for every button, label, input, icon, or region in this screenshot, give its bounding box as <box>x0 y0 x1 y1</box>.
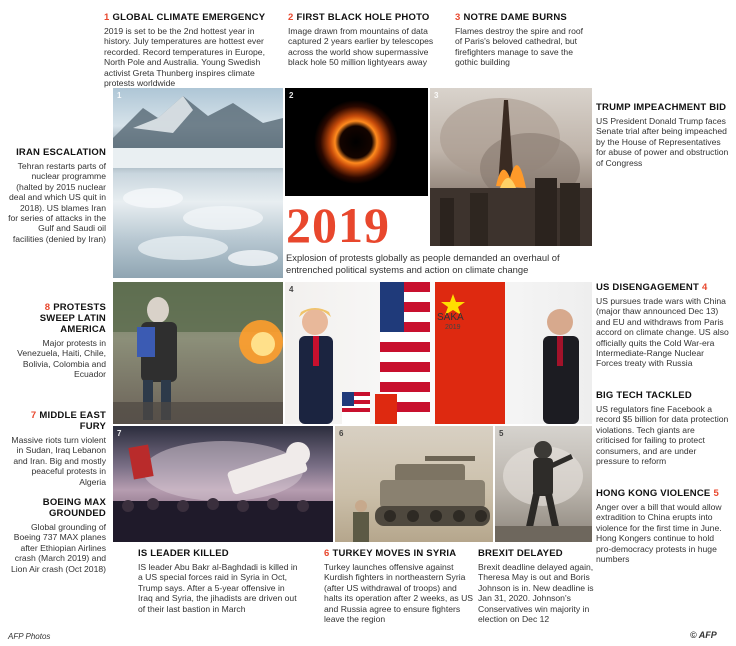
latam-body: Major protests in Venezuela, Haiti, Chile, Bolivia, Colombia and Ecuador <box>17 338 106 380</box>
iran-body: Tehran restarts parts of nuclear programme (halted by 2015 nuclear deal and which US quit in 2018). US blames Iran for series of attacks in the Gulf and Saudi oil facilities (denied by Iran) <box>8 161 106 244</box>
notre-dame-photo <box>430 88 592 246</box>
isleader-title: IS LEADER KILLED <box>138 548 229 559</box>
turkey-item: 6 TURKEY MOVES IN SYRIA Turkey launches offensive against Kurdish fighters in northeastern Syria (after US withdrawal of troops) and halts its operation after 2 weeks, as US and Russia agree to ensure fighters leave the region <box>324 548 474 625</box>
headline-year: 2019 <box>286 197 390 253</box>
black-hole-art <box>285 88 428 196</box>
photo-number: 5 <box>499 429 504 438</box>
headline-lede-box <box>286 252 592 275</box>
isleader-item <box>138 548 298 614</box>
notredame-body: Flames destroy the spire and roof of Paris's beloved cathedral, but firefighters manage to save the gothic building <box>455 26 584 68</box>
photo-credit: AFP Photos <box>8 632 51 641</box>
climate-item: 1 GLOBAL CLIMATE EMERGENCY 2019 is set to be the 2nd hottest year in history. July temperatures are hottest ever recorded. Record temperatures in Europe, North Pole and Australia. Young Swedish activist Greta Thunberg inspires climate protests worldwide <box>104 12 279 88</box>
mideast-title: MIDDLE EAST FURY <box>39 410 106 432</box>
black-hole-photo <box>285 88 428 196</box>
turkey-body: Turkey launches offensive against Kurdish fighters in northeastern Syria (after US withdrawal of troops) and halts its operation after 2 weeks, as US and Russia agree to ensure fighters leave the region <box>324 562 474 625</box>
usdisengage-title: US DISENGAGEMENT <box>596 282 699 293</box>
trump-xi-photo <box>285 282 592 424</box>
photo-number: 7 <box>117 429 122 438</box>
trump-title: TRUMP IMPEACHMENT BID <box>596 102 727 113</box>
hongkong-item: HONG KONG VIOLENCE 5 Anger over a bill that would allow extradition to China erupts into violence for the first time in June. Hong Kongers continue to hold pro-democracy protests in huge numbers <box>596 488 730 564</box>
blackhole-item: 2 FIRST BLACK HOLE PHOTO Image drawn from mountains of data captured 2 years earlier by telescopes across the world show supermassive black hole 50 million lightyears away <box>288 12 443 68</box>
tank-photo-art <box>335 426 493 542</box>
mideast-item: 7 MIDDLE EAST FURY Massive riots turn violent in Sudan, Iraq Lebanon and Iran. Big and mostly peaceful protests in Algeria <box>8 410 106 487</box>
brexit-item <box>478 548 596 624</box>
climate-title: GLOBAL CLIMATE EMERGENCY <box>112 12 266 23</box>
isleader-body: IS leader Abu Bakr al-Baghdadi is killed in a US special forces raid in Syria in Oct, Trump says. After a 5-year offensive in Iraq and Syria, the jihadists are driven out of their last bastion in March <box>138 562 298 614</box>
notre-dame-art <box>430 88 592 246</box>
blackhole-title: FIRST BLACK HOLE PHOTO <box>296 12 430 23</box>
ice-photo-art <box>113 88 283 278</box>
boeing-title: BOEING MAX GROUNDED <box>42 497 106 519</box>
saka-year-text: 2019 <box>445 324 461 331</box>
saka-text: SAKA <box>437 312 464 323</box>
bigtech-item <box>596 390 730 466</box>
trump-item <box>596 102 730 168</box>
afp-logo: © AFP <box>690 630 717 640</box>
photo-number: 6 <box>339 429 344 438</box>
hongkong-body: Anger over a bill that would allow extradition to China erupts into violence for the first time in June. Hong Kongers continue to hold pro-democracy protests in huge numbers <box>596 502 722 565</box>
headline-lede: Explosion of protests globally as people demanded an overhaul of entrenched political systems and action on climate change <box>286 252 560 275</box>
notredame-item: 3 NOTRE DAME BURNS Flames destroy the spire and roof of Paris's beloved cathedral, but firefighters manage to save the gothic building <box>455 12 590 68</box>
mideast-protest-photo <box>113 426 333 542</box>
hongkong-title: HONG KONG VIOLENCE <box>596 488 711 499</box>
photo-number: 1 <box>117 91 122 100</box>
usdisengage-item: US DISENGAGEMENT 4 US pursues trade wars with China (major thaw announced Dec 13) and EU and withdraws from Paris accord on climate change. US also officially quits the Cold War-era Intermediate-Range Nuclear Forces treaty with Russia <box>596 282 729 369</box>
headline-year-box <box>286 197 428 253</box>
hong-kong-photo <box>495 426 592 542</box>
iran-title: IRAN ESCALATION <box>16 147 106 158</box>
notredame-title: NOTRE DAME BURNS <box>463 12 567 23</box>
latam-photo-art <box>113 282 283 424</box>
bigtech-body: US regulators fine Facebook a record $5 billion for data protection violations. Tech giants are criticised for failing to protect consumers, and are under pressure to reform <box>596 404 729 467</box>
photo-number: 3 <box>434 91 439 100</box>
boeing-body: Global grounding of Boeing 737 MAX planes after Ethiopian Airlines crash (March 2019) and Lion Air crash (Oct 2018) <box>10 522 106 574</box>
bigtech-title: BIG TECH TACKLED <box>596 390 692 401</box>
turkey-tank-photo <box>335 426 493 542</box>
iran-item <box>8 147 106 244</box>
latam-title: PROTESTS SWEEP LATIN AMERICA <box>39 302 106 335</box>
hong-kong-art <box>495 426 592 542</box>
photo-number: 4 <box>289 285 294 294</box>
boeing-item <box>8 497 106 574</box>
turkey-title: TURKEY MOVES IN SYRIA <box>332 548 457 559</box>
mideast-body: Massive riots turn violent in Sudan, Iraq Lebanon and Iran. Big and mostly peaceful protests in Algeria <box>11 435 106 487</box>
usdisengage-body: US pursues trade wars with China (major thaw announced Dec 13) and EU and withdraws from Paris accord on climate change. US also officially quits the Cold War-era Intermediate-Range Nuclear Forces treaty with Russia <box>596 296 729 369</box>
photo-number: 2 <box>289 91 294 100</box>
latam-protest-photo <box>113 282 283 424</box>
brexit-body: Brexit deadline delayed again, Theresa May is out and Boris Johnson is in. New deadline is Jan 31, 2020. Johnson's Conservatives win majority in election on Dec 12 <box>478 562 594 625</box>
melting-ice-photo <box>113 88 283 278</box>
brexit-title: BREXIT DELAYED <box>478 548 563 559</box>
latam-item: 8 PROTESTS SWEEP LATIN AMERICA Major protests in Venezuela, Haiti, Chile, Bolivia, Colombia and Ecuador <box>8 302 106 380</box>
mideast-photo-art <box>113 426 333 542</box>
climate-body: 2019 is set to be the 2nd hottest year in history. July temperatures are hottest ever recorded. Record temperatures in Europe, North Pole and Australia. Young Swedish activist Greta Thunberg inspires climate protests worldwide <box>104 26 265 89</box>
trump-xi-art <box>285 282 592 424</box>
trump-body: US President Donald Trump faces Senate trial after being impeached by the House of Representatives for abuse of power and obstruction of Congress <box>596 116 729 168</box>
blackhole-body: Image drawn from mountains of data captured 2 years earlier by telescopes across the world show supermassive black hole 50 million lightyears away <box>288 26 434 68</box>
